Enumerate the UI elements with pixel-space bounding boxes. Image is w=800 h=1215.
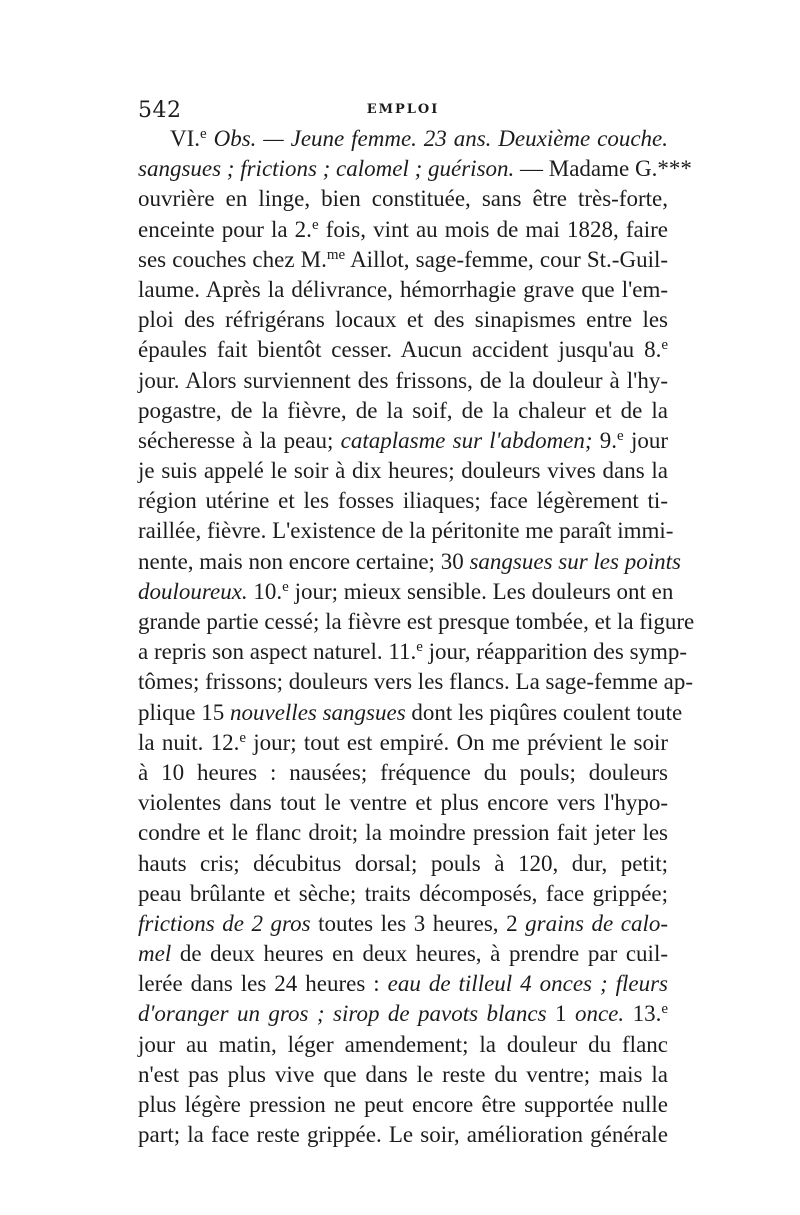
italic-text: nouvelles sangsues xyxy=(230,699,406,725)
text-run: pogastre, de la fièvre, de la soif, de la chaleur et de la xyxy=(138,397,668,423)
text-run: la nuit. 12. xyxy=(138,729,240,755)
text-run: enceinte pour la 2. xyxy=(138,216,312,242)
text-line xyxy=(138,516,674,546)
text-run: épaules fait bientôt cesser. Aucun accident jusqu'au 8. xyxy=(138,337,662,363)
page-number: 542 xyxy=(138,98,182,123)
text-run: lerée dans les 24 heures : xyxy=(138,971,388,997)
text-run: région utérine et les fosses iliaques; face légèrement ti- xyxy=(138,488,668,514)
text-line xyxy=(138,728,668,758)
text-run: jour; tout est empiré. On me prévient le soir xyxy=(246,729,668,755)
text-run: — Madame G.*** xyxy=(514,156,692,182)
text-run: jour au matin, léger amendement; la douleur du flanc xyxy=(138,1031,668,1057)
text-run: n'est pas plus vive que dans le reste du ventre; mais la xyxy=(138,1061,668,1087)
text-line xyxy=(138,1120,668,1150)
text-run: à 10 heures : nausées; fréquence du pouls; douleurs xyxy=(138,759,668,785)
text-line xyxy=(138,607,695,637)
text-line xyxy=(138,818,668,848)
text-run: jour xyxy=(623,427,669,453)
superscript: e xyxy=(239,729,246,746)
text-line xyxy=(138,456,668,486)
text-run: ploi des réfrigérans locaux et des sinapismes entre les xyxy=(138,307,668,333)
text-run: condre et le flanc droit; la moindre pression fait jeter les xyxy=(138,820,668,846)
text-line xyxy=(138,758,668,788)
text-line xyxy=(138,486,668,516)
text-run: ouvrière en linge, bien constituée, sans être très-forte, xyxy=(138,186,668,212)
text-line xyxy=(138,426,668,456)
italic-text: grains de calo- xyxy=(525,910,668,936)
superscript: e xyxy=(661,337,668,354)
superscript: e xyxy=(200,126,207,142)
italic-text: d'oranger un gros ; sirop de pavots blancs xyxy=(138,1001,547,1027)
text-line xyxy=(138,667,694,697)
running-title: EMPLOI xyxy=(366,102,440,117)
superscript: e xyxy=(311,216,319,233)
text-line xyxy=(138,969,668,999)
text-run: nente, mais non encore certaine; 30 xyxy=(138,548,470,574)
italic-text: sangsues ; frictions ; calomel ; guérison. xyxy=(138,156,515,182)
italic-text: sangsues sur les points xyxy=(469,548,681,574)
text-run: violentes dans tout le ventre et plus encore vers l'hypo- xyxy=(138,790,668,816)
superscript: e xyxy=(661,1001,669,1018)
text-run: grande partie cessé; la fièvre est presque tombée, et la figure xyxy=(138,609,695,634)
text-line xyxy=(138,305,668,335)
text-line xyxy=(138,1030,668,1060)
text-line xyxy=(138,698,683,728)
text-run: jour; mieux sensible. Les douleurs ont en xyxy=(288,578,674,604)
text-run: toutes les 3 heures, 2 xyxy=(310,910,526,936)
superscript: e xyxy=(282,578,289,595)
text-run: dont les piqûres coulent toute xyxy=(405,699,683,725)
italic-text: once. xyxy=(574,1001,625,1027)
text-run: plus légère pression ne peut encore être supportée nulle xyxy=(138,1092,668,1117)
text-run: jour. Alors surviennent des frissons, de la douleur à l'hy- xyxy=(138,367,668,393)
italic-text: douloureux. xyxy=(138,578,248,604)
superscript: e xyxy=(617,427,624,444)
text-line xyxy=(138,999,668,1029)
text-run: raillée, fièvre. L'existence de la péritonite me paraît immi- xyxy=(138,518,674,544)
text-run: je suis appelé le soir à dix heures; douleurs vives dans la xyxy=(138,458,668,484)
text-line xyxy=(138,335,668,365)
text-line xyxy=(138,879,668,909)
italic-text: frictions de 2 gros xyxy=(138,910,311,936)
text-line xyxy=(138,396,668,426)
text-run: peau brûlante et sèche; traits décomposés, face grippée; xyxy=(138,880,668,906)
text-run: jour, réapparition des symp- xyxy=(422,639,688,665)
text-run: 13. xyxy=(624,1001,662,1027)
text-run: VI. xyxy=(170,126,201,151)
text-line xyxy=(138,577,674,607)
text-run: laume. Après la délivrance, hémorrhagie grave que l'em- xyxy=(138,276,668,302)
text-line xyxy=(138,215,668,245)
body-text xyxy=(138,124,695,1150)
text-line xyxy=(138,366,668,396)
text-line xyxy=(138,788,668,818)
text-run: sécheresse à la peau; xyxy=(138,427,341,453)
text-line xyxy=(138,1090,668,1120)
text-run: ses couches chez M. xyxy=(138,246,327,272)
text-line xyxy=(138,245,668,275)
italic-text: Obs. — Jeune femme. 23 ans. Deuxième couche. xyxy=(213,126,668,151)
text-run: a repris son aspect naturel. 11. xyxy=(138,639,417,665)
text-run: hauts cris; décubitus dorsal; pouls à 120, dur, petit; xyxy=(138,850,668,876)
text-run: 9. xyxy=(592,427,618,453)
italic-text: eau de tilleul 4 onces ; fleurs xyxy=(387,971,668,997)
text-line xyxy=(138,547,681,577)
text-line xyxy=(138,154,692,184)
text-line xyxy=(138,1060,668,1090)
text-run: plique 15 xyxy=(138,699,230,725)
text-run: 1 xyxy=(546,1001,575,1027)
text-run xyxy=(207,126,214,151)
text-run: tômes; frissons; douleurs vers les flancs. La sage-femme ap- xyxy=(138,669,694,695)
text-run: de deux heures en deux heures, à prendre par cuil- xyxy=(171,941,668,967)
superscript: e xyxy=(416,639,423,656)
text-run: fois, vint au mois de mai 1828, faire xyxy=(318,216,668,242)
text-line xyxy=(138,909,668,939)
text-run: part; la face reste grippée. Le soir, amélioration générale xyxy=(138,1122,668,1148)
text-line xyxy=(138,184,668,214)
text-line xyxy=(138,637,688,667)
text-line xyxy=(138,124,668,154)
text-run: Aillot, sage-femme, cour St.-Guil- xyxy=(345,246,669,272)
superscript: me xyxy=(326,246,346,263)
italic-text: cataplasme sur l'abdomen; xyxy=(340,427,593,453)
text-run: 10. xyxy=(247,578,283,604)
text-line xyxy=(138,939,668,969)
italic-text: mel xyxy=(138,941,172,967)
text-line xyxy=(138,275,668,305)
text-line xyxy=(138,849,668,879)
